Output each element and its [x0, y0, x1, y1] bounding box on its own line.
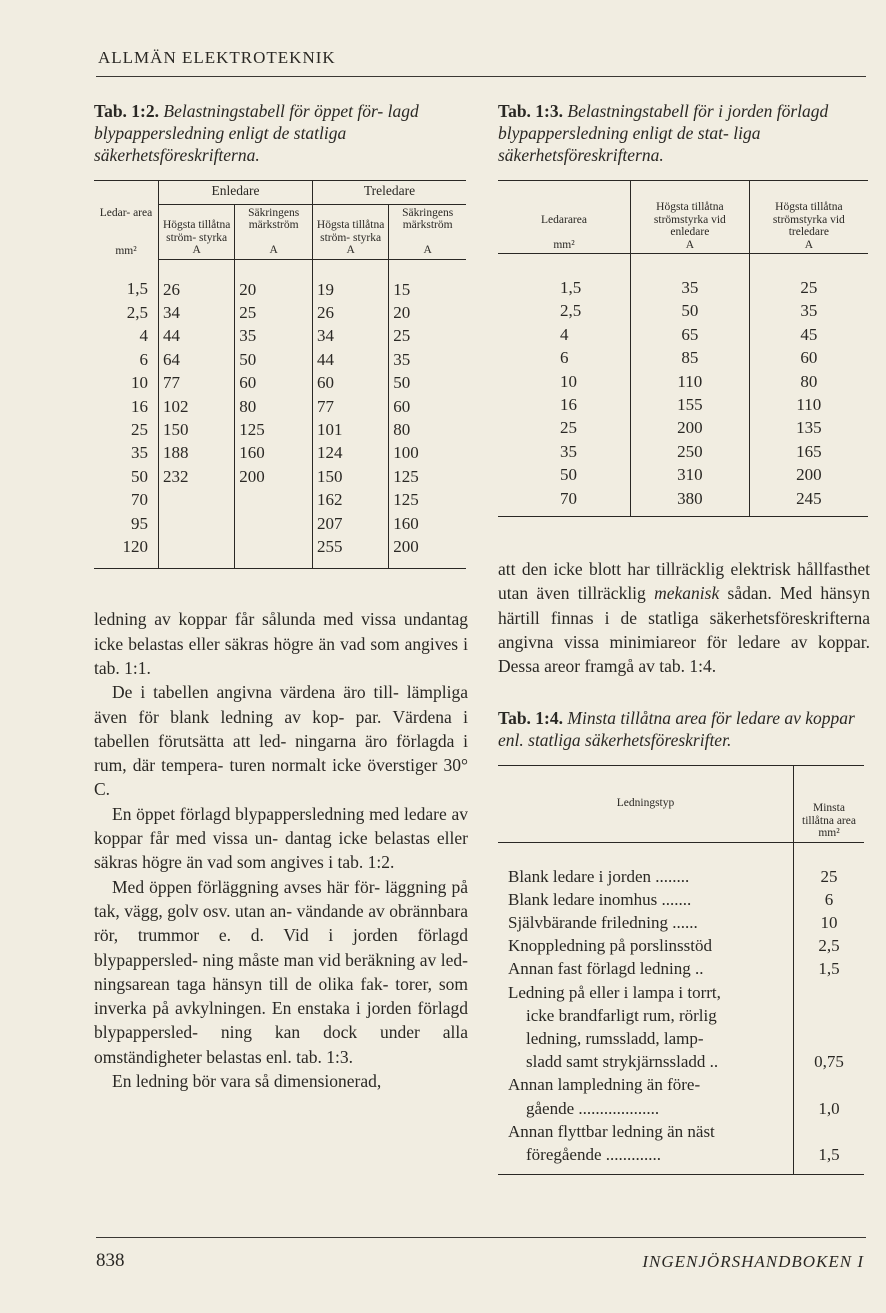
table-cell: [159, 512, 235, 535]
table-cell: 125: [389, 465, 466, 488]
line-text: ledning, rumssladd, lamp-: [526, 1028, 704, 1048]
tab3-header-single-label: Högsta tillåtna strömstyrka vid enledare: [653, 201, 726, 238]
paragraph: [498, 557, 870, 678]
tab4-body: [498, 842, 864, 1175]
tab3-table: [498, 180, 868, 517]
table-cell: 1,5: [794, 1120, 865, 1175]
tab2-header-fuse-three-label: Säkringens märkström: [402, 206, 454, 231]
tab3-body: [498, 254, 868, 517]
table-cell: 26: [159, 259, 235, 301]
table-row: [498, 323, 868, 346]
table-cell: 16: [131, 396, 148, 416]
tab2-header-fuse-single-label: Säkringens märkström: [248, 206, 300, 231]
tab4-unit: mm²: [818, 827, 840, 840]
table-cell: 20: [389, 301, 466, 324]
tab2-body: [94, 259, 466, 569]
table-cell: 50: [131, 466, 148, 486]
table-cell: 35: [131, 443, 148, 463]
tab3-number: Tab. 1:3.: [498, 101, 564, 121]
table-row: [498, 254, 868, 300]
left-body-text: [94, 607, 468, 1093]
table-cell: 120: [122, 536, 148, 556]
tab2-table: [94, 180, 466, 569]
tab3-unit: A: [804, 238, 813, 251]
table-cell: 95: [131, 513, 148, 533]
table-cell: 44: [312, 348, 388, 371]
table-cell: 245: [749, 487, 868, 517]
table-row: [498, 370, 868, 393]
left-column: [94, 100, 468, 1093]
table-cell: 35: [560, 441, 577, 461]
table-cell: 380: [631, 487, 750, 517]
table-cell: [498, 911, 794, 934]
table-cell: 4: [139, 326, 148, 346]
table-cell: 6: [560, 348, 569, 368]
tab3-title: Belastningstabell för i jorden förlagd blypappersledning enligt de stat- liga säkerhetsföreskrifterna.: [498, 101, 829, 165]
table-cell: 200: [749, 463, 868, 486]
tab2-unit: A: [423, 244, 432, 256]
tab3-header-three: [749, 181, 868, 254]
line-text: Annan flyttbar ledning än näst: [508, 1121, 715, 1141]
table-cell: 26: [312, 301, 388, 324]
tab3-header-three-label: Högsta tillåtna strömstyrka vid treledare: [772, 201, 845, 238]
table-cell: 25: [131, 419, 148, 439]
table-cell: 0,75: [794, 981, 865, 1074]
tab4-table: [498, 765, 864, 1176]
table-cell: 77: [312, 395, 388, 418]
table-cell: 50: [235, 348, 313, 371]
paragraph-part: sådan. Med hänsyn härtill finnas i de statliga säkerhetsföreskrifterna angivna vissa minimiareor för ledare av koppar. Dessa areor framgå av tab. 1:4.: [498, 583, 870, 677]
tab2-header-area: [94, 181, 159, 260]
table-row: [94, 259, 466, 301]
table-cell: 1,5: [126, 279, 148, 298]
table-cell: 77: [159, 371, 235, 394]
tab4-header-type: Ledningstyp: [498, 765, 794, 842]
table-cell: 80: [389, 418, 466, 441]
line-text: Blank ledare i jorden ........: [508, 866, 690, 886]
table-cell: [498, 1120, 794, 1175]
tab4-number: Tab. 1:4.: [498, 707, 564, 728]
running-head: ALLMÄN ELEKTROTEKNIK: [98, 48, 336, 67]
table-row: [94, 488, 466, 511]
table-row: [498, 842, 864, 888]
table-cell: [159, 488, 235, 511]
table-cell: 207: [312, 512, 388, 535]
table-row: [498, 981, 864, 1074]
table-cell: 160: [235, 441, 313, 464]
footer-rule: [96, 1237, 866, 1238]
table-cell: 310: [631, 463, 750, 486]
table-cell: [498, 1073, 794, 1119]
table-cell: 200: [235, 465, 313, 488]
table-cell: 110: [631, 370, 750, 393]
table-cell: [498, 888, 794, 911]
table-cell: 10: [794, 911, 865, 934]
tab2-number: Tab. 1:2.: [94, 101, 160, 121]
table-cell: 1,0: [794, 1073, 865, 1119]
table-cell: 44: [159, 324, 235, 347]
table-cell: 80: [235, 395, 313, 418]
table-cell: 85: [631, 346, 750, 369]
table-row: [498, 299, 868, 322]
table-cell: 45: [749, 323, 868, 346]
tab2-header-max-three-label: Högsta tillåtna ström- styrka: [316, 219, 385, 244]
table-cell: 1,5: [560, 278, 582, 297]
right-body-text: [498, 557, 870, 678]
table-cell: [498, 934, 794, 957]
table-cell: 188: [159, 441, 235, 464]
table-row: [94, 324, 466, 347]
line-text: Ledning på eller i lampa i torrt,: [508, 982, 721, 1002]
line-text: Knoppledning på porslinsstöd: [508, 936, 712, 956]
table-cell: [498, 981, 794, 1074]
table-cell: 70: [560, 488, 577, 508]
line-text: Annan lampledning än före-: [508, 1075, 701, 1095]
paragraph: ledning av koppar får sålunda med vissa undantag icke belastas eller säkras högre än vad som angives i tab. 1:1.: [94, 609, 468, 678]
table-cell: 100: [389, 441, 466, 464]
header-rule: [96, 76, 866, 77]
table-row: [498, 463, 868, 486]
tab2-unit: A: [192, 244, 201, 256]
tab2-header-max-three: [312, 204, 388, 259]
table-cell: 25: [560, 418, 577, 438]
table-cell: 50: [389, 371, 466, 394]
tab4-title: Minsta tillåtna area för ledare av koppar enl. statliga säkerhetsföreskrifter.: [498, 707, 855, 750]
line-text: gående ...................: [526, 1098, 660, 1118]
table-row: [94, 301, 466, 324]
table-cell: 155: [631, 393, 750, 416]
table-cell: 135: [749, 416, 868, 439]
table-cell: [235, 488, 313, 511]
table-cell: 65: [631, 323, 750, 346]
table-cell: 64: [159, 348, 235, 371]
table-row: [94, 465, 466, 488]
table-cell: 162: [312, 488, 388, 511]
table-cell: 25: [749, 254, 868, 300]
table-cell: 6: [139, 349, 148, 369]
paragraph: En öppet förlagd blypappersledning med ledare av koppar får med vissa un- dantag icke belastas eller säkras högre än vad som angives i tab. 1:2.: [94, 803, 468, 873]
table-cell: 35: [749, 299, 868, 322]
tab2-header-area-unit: mm²: [115, 244, 137, 257]
table-row: [498, 487, 868, 517]
table-cell: 20: [235, 259, 313, 301]
tab2-header-area-label: Ledar- area: [99, 207, 153, 219]
table-cell: 200: [631, 416, 750, 439]
tab3-caption: [498, 100, 870, 166]
table-cell: [498, 842, 794, 888]
table-row: [94, 512, 466, 535]
right-column: [498, 100, 870, 1175]
table-cell: 10: [131, 373, 148, 393]
tab4-header-min-area-label: Minsta tillåtna area: [802, 802, 856, 827]
table-cell: 200: [389, 535, 466, 569]
line-text: icke brandfarligt rum, rörlig: [526, 1005, 717, 1025]
table-row: [498, 1120, 864, 1175]
table-row: [94, 418, 466, 441]
table-row: [498, 957, 864, 980]
table-cell: [235, 535, 313, 569]
line-text: föregående .............: [526, 1144, 662, 1164]
table-cell: 35: [235, 324, 313, 347]
table-cell: 60: [389, 395, 466, 418]
tab2-header-fuse-three: [389, 204, 466, 259]
table-cell: 60: [235, 371, 313, 394]
line-text: Självbärande friledning ......: [508, 912, 698, 932]
table-cell: 2,5: [794, 934, 865, 957]
paragraph: Med öppen förläggning avses här för- läggning på tak, vägg, golv osv. utan an- vändande av obrännbara rör, trummor e. d. Vid i jorden förlagd blypappersled- ning måste man vid beräkning av led- ningsarean taga hänsyn till de olika fak- torer, som inverka på avkylningen. En enstaka i jorden förlagd blypappersled- ning kan dock under alla omständigheter belastas enl. tab. 1:3.: [94, 876, 468, 1067]
table-cell: [235, 512, 313, 535]
table-cell: 250: [631, 440, 750, 463]
paragraph: De i tabellen angivna värdena äro till- lämpliga även för blank ledning av kop- par. Värdena i tabellen förutsätta att led- ningarna äro förlagda i rum, där tempera- turen normalt icke överstiger 30° C.: [94, 682, 468, 800]
table-cell: 10: [560, 371, 577, 391]
table-cell: 25: [235, 301, 313, 324]
table-cell: 6: [794, 888, 865, 911]
table-cell: 50: [631, 299, 750, 322]
table-cell: 25: [794, 842, 865, 888]
table-row: [498, 346, 868, 369]
table-cell: 19: [312, 259, 388, 301]
table-cell: 34: [312, 324, 388, 347]
table-cell: 4: [560, 324, 569, 344]
page-number: 838: [96, 1250, 125, 1271]
tab2-caption: [94, 100, 468, 166]
table-row: [498, 1073, 864, 1119]
table-cell: 80: [749, 370, 868, 393]
tab2-header-max-single: [159, 204, 235, 259]
tab4-caption: [498, 707, 870, 751]
table-row: [498, 393, 868, 416]
table-row: [94, 441, 466, 464]
table-cell: 125: [235, 418, 313, 441]
tab3-header-area-label: Ledararea: [541, 213, 587, 226]
line-text: Annan fast förlagd ledning ..: [508, 959, 704, 979]
table-cell: 70: [131, 490, 148, 510]
tab2-header-fuse-single: [235, 204, 313, 259]
table-row: [94, 371, 466, 394]
tab2-title: Belastningstabell för öppet för- lagd blypappersledning enligt de statliga säkerhetsföreskrifterna.: [94, 101, 419, 165]
table-cell: 16: [560, 395, 577, 415]
book-title: INGENJÖRSHANDBOKEN I: [642, 1252, 864, 1271]
tab2-header-max-single-label: Högsta tillåtna ström- styrka: [162, 219, 231, 244]
tab3-unit: A: [685, 238, 694, 251]
table-cell: 232: [159, 465, 235, 488]
table-cell: 150: [312, 465, 388, 488]
table-row: [94, 535, 466, 569]
table-cell: 34: [159, 301, 235, 324]
paragraph-emphasis: mekanisk: [654, 583, 720, 604]
tab2-group-three: Treledare: [312, 181, 466, 205]
table-row: [94, 395, 466, 418]
table-row: [94, 348, 466, 371]
table-cell: 35: [389, 348, 466, 371]
table-cell: 160: [389, 512, 466, 535]
table-cell: 60: [312, 371, 388, 394]
table-cell: 35: [631, 254, 750, 300]
table-cell: [159, 535, 235, 569]
table-cell: 25: [389, 324, 466, 347]
table-row: [498, 888, 864, 911]
tab2-unit: A: [346, 244, 355, 256]
table-cell: 60: [749, 346, 868, 369]
table-cell: 125: [389, 488, 466, 511]
line-text: Blank ledare inomhus .......: [508, 889, 692, 909]
table-cell: 110: [749, 393, 868, 416]
tab2-unit: A: [269, 244, 278, 256]
table-cell: 50: [560, 465, 577, 485]
tab3-header-area-unit: mm²: [553, 238, 575, 251]
tab3-header-single: [631, 181, 750, 254]
table-cell: 165: [749, 440, 868, 463]
table-row: [498, 440, 868, 463]
table-cell: 1,5: [794, 957, 865, 980]
tab3-header-area: [498, 181, 631, 254]
paragraph-part: att den icke blott har tillräcklig elektrisk hållfasthet utan även tillräcklig: [498, 559, 870, 604]
table-cell: 102: [159, 395, 235, 418]
table-cell: 15: [389, 259, 466, 301]
tab4-header-min-area: [794, 765, 865, 842]
table-cell: 255: [312, 535, 388, 569]
table-row: [498, 911, 864, 934]
table-cell: 101: [312, 418, 388, 441]
tab2-group-single: Enledare: [159, 181, 313, 205]
line-text: sladd samt strykjärnssladd ..: [526, 1052, 719, 1072]
table-row: [498, 416, 868, 439]
table-cell: 150: [159, 418, 235, 441]
table-row: [498, 934, 864, 957]
table-cell: [498, 957, 794, 980]
table-cell: 2,5: [560, 301, 582, 321]
paragraph: En ledning bör vara så dimensionerad,: [112, 1071, 382, 1092]
table-cell: 2,5: [126, 302, 148, 322]
table-cell: 124: [312, 441, 388, 464]
